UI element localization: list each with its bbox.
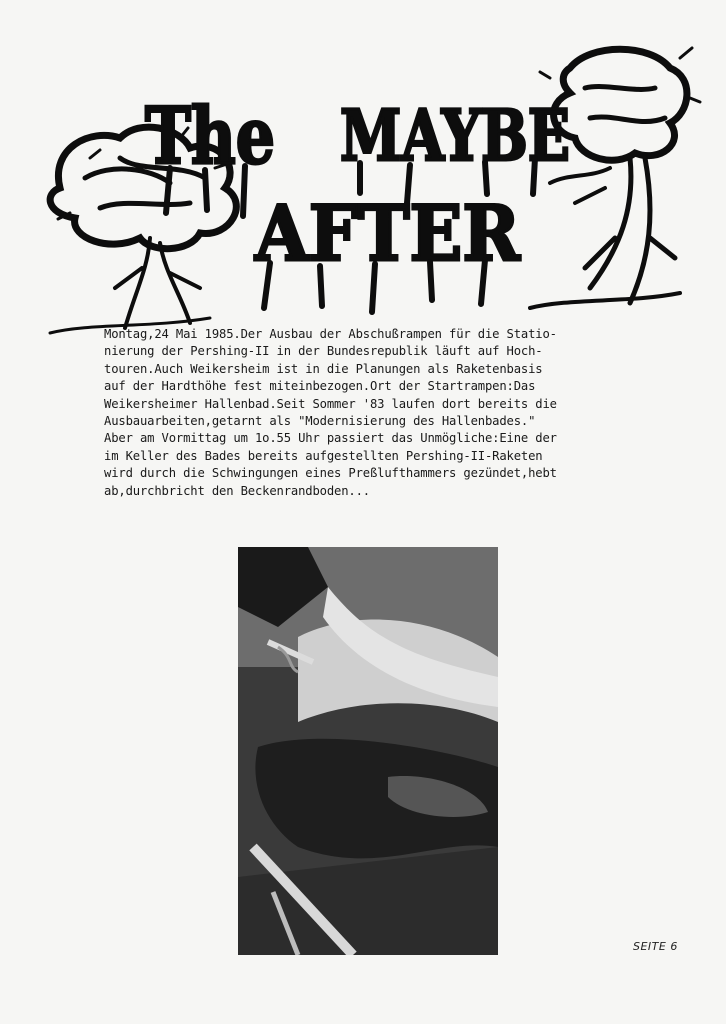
article-line: Aber am Vormittag um 1o.55 Uhr passiert das Unmögliche:Eine der — [104, 431, 557, 446]
article-line: auf der Hardthöhe fest miteinbezogen.Ort der Startrampen:Das — [104, 379, 536, 394]
article-line: ab,durchbricht den Beckenrandboden... — [104, 483, 370, 498]
title-word-after: AFTER — [254, 189, 521, 278]
article-line: nierung der Pershing-II in der Bundesrepublik läuft auf Hoch- — [104, 344, 543, 359]
article-text — [104, 326, 624, 500]
title-word-maybe: MAYBE — [340, 94, 570, 177]
right-tree-drawing — [530, 48, 700, 308]
article-line: Ausbauarbeiten,getarnt als "Modernisierung des Hallenbades." — [104, 413, 536, 428]
article-line: wird durch die Schwingungen eines Preßlufthammers gezündet,hebt — [104, 466, 557, 481]
article-line: im Keller des Bades bereits aufgestellten Pershing-II-Raketen — [104, 448, 543, 463]
photograph — [238, 547, 498, 955]
article-line: touren.Auch Weikersheim ist in die Planungen als Raketenbasis — [104, 361, 543, 376]
title-word-the: The — [145, 91, 275, 182]
article-line: Weikersheimer Hallenbad.Seit Sommer '83 laufen dort bereits die — [104, 396, 557, 411]
page-number: SEITE 6 — [633, 940, 678, 953]
title-lettering — [145, 91, 570, 312]
article-line: Montag,24 Mai 1985.Der Ausbau der Abschußrampen für die Statio- — [104, 327, 557, 341]
header-title-art — [30, 38, 710, 338]
